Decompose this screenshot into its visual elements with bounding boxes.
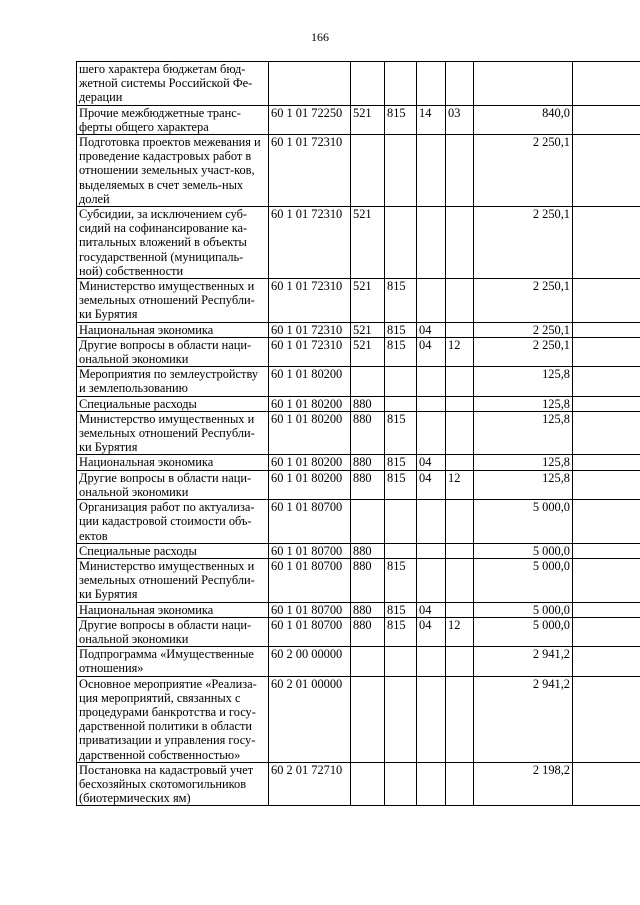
- section-cell: [417, 135, 446, 207]
- ministry-code-cell: [385, 543, 417, 558]
- expense-type-cell: [351, 500, 385, 544]
- empty-cell: [573, 676, 640, 762]
- expense-type-cell: 880: [351, 411, 385, 455]
- amount-cell: 2 250,1: [474, 322, 573, 337]
- expense-type-cell: 880: [351, 470, 385, 499]
- expense-type-cell: [351, 676, 385, 762]
- table-row: [77, 647, 640, 676]
- empty-cell: [573, 455, 640, 470]
- table-row: [77, 500, 640, 544]
- table-row: [77, 396, 640, 411]
- amount-cell: 5 000,0: [474, 558, 573, 602]
- target-article-cell: 60 1 01 72310: [269, 279, 351, 323]
- ministry-code-cell: [385, 647, 417, 676]
- empty-cell: [573, 62, 640, 106]
- table-row: [77, 762, 640, 806]
- subsection-cell: [446, 207, 474, 279]
- empty-cell: [573, 279, 640, 323]
- subsection-cell: [446, 62, 474, 106]
- expense-type-cell: 521: [351, 105, 385, 134]
- ministry-code-cell: [385, 135, 417, 207]
- target-article-cell: 60 1 01 72250: [269, 105, 351, 134]
- target-article-cell: 60 1 01 80700: [269, 617, 351, 646]
- target-article-cell: 60 1 01 80700: [269, 500, 351, 544]
- expense-type-cell: 521: [351, 207, 385, 279]
- target-article-cell: 60 1 01 72310: [269, 135, 351, 207]
- ministry-code-cell: [385, 207, 417, 279]
- target-article-cell: 60 1 01 80200: [269, 455, 351, 470]
- subsection-cell: [446, 396, 474, 411]
- table-row: [77, 337, 640, 366]
- amount-cell: 2 941,2: [474, 647, 573, 676]
- section-cell: [417, 279, 446, 323]
- section-cell: 04: [417, 470, 446, 499]
- expense-name-cell: Подготовка проектов межевания и проведение кадастровых работ в отношении земельных участ-ков, выделяемых в счет земель-ных долей: [77, 135, 269, 207]
- empty-cell: [573, 617, 640, 646]
- expense-type-cell: 880: [351, 455, 385, 470]
- ministry-code-cell: 815: [385, 322, 417, 337]
- expense-name-cell: Министерство имущественных и земельных отношений Республи-ки Бурятия: [77, 558, 269, 602]
- ministry-code-cell: 815: [385, 617, 417, 646]
- subsection-cell: 12: [446, 617, 474, 646]
- subsection-cell: [446, 367, 474, 396]
- expense-type-cell: 880: [351, 602, 385, 617]
- expense-name-cell: Специальные расходы: [77, 543, 269, 558]
- target-article-cell: 60 2 00 00000: [269, 647, 351, 676]
- subsection-cell: [446, 558, 474, 602]
- amount-cell: 5 000,0: [474, 500, 573, 544]
- section-cell: 14: [417, 105, 446, 134]
- expense-name-cell: Специальные расходы: [77, 396, 269, 411]
- empty-cell: [573, 602, 640, 617]
- amount-cell: 125,8: [474, 411, 573, 455]
- amount-cell: 5 000,0: [474, 602, 573, 617]
- empty-cell: [573, 470, 640, 499]
- table-row: [77, 279, 640, 323]
- amount-cell: 2 250,1: [474, 279, 573, 323]
- subsection-cell: [446, 135, 474, 207]
- section-cell: [417, 762, 446, 806]
- ministry-code-cell: 815: [385, 558, 417, 602]
- subsection-cell: [446, 500, 474, 544]
- ministry-code-cell: 815: [385, 470, 417, 499]
- expense-type-cell: 521: [351, 279, 385, 323]
- expense-name-cell: Постановка на кадастровый учет бесхозяйных скотомогильников (биотермических ям): [77, 762, 269, 806]
- empty-cell: [573, 337, 640, 366]
- section-cell: [417, 207, 446, 279]
- expense-type-cell: 880: [351, 543, 385, 558]
- target-article-cell: 60 2 01 72710: [269, 762, 351, 806]
- expense-name-cell: Другие вопросы в области наци-ональной экономики: [77, 617, 269, 646]
- table-row: [77, 207, 640, 279]
- subsection-cell: [446, 455, 474, 470]
- amount-cell: 2 941,2: [474, 676, 573, 762]
- subsection-cell: [446, 543, 474, 558]
- expense-type-cell: [351, 62, 385, 106]
- target-article-cell: 60 2 01 00000: [269, 676, 351, 762]
- section-cell: [417, 500, 446, 544]
- ministry-code-cell: 815: [385, 602, 417, 617]
- section-cell: 04: [417, 602, 446, 617]
- subsection-cell: 12: [446, 470, 474, 499]
- ministry-code-cell: 815: [385, 279, 417, 323]
- section-cell: [417, 543, 446, 558]
- empty-cell: [573, 135, 640, 207]
- section-cell: [417, 62, 446, 106]
- expense-name-cell: Национальная экономика: [77, 602, 269, 617]
- expense-name-cell: Мероприятия по землеустройству и землепользованию: [77, 367, 269, 396]
- ministry-code-cell: [385, 396, 417, 411]
- section-cell: 04: [417, 337, 446, 366]
- expense-name-cell: Министерство имущественных и земельных отношений Республи-ки Бурятия: [77, 411, 269, 455]
- expense-name-cell: Другие вопросы в области наци-ональной экономики: [77, 337, 269, 366]
- expense-type-cell: 880: [351, 617, 385, 646]
- amount-cell: 5 000,0: [474, 543, 573, 558]
- table-row: [77, 470, 640, 499]
- expense-name-cell: Организация работ по актуализа-ции кадастровой стоимости объ-ектов: [77, 500, 269, 544]
- expense-type-cell: 521: [351, 322, 385, 337]
- target-article-cell: 60 1 01 80700: [269, 558, 351, 602]
- expense-type-cell: [351, 135, 385, 207]
- expense-name-cell: шего характера бюджетам бюд-жетной системы Российской Фе-дерации: [77, 62, 269, 106]
- expense-name-cell: Национальная экономика: [77, 322, 269, 337]
- table-row: [77, 367, 640, 396]
- table-row: [77, 135, 640, 207]
- target-article-cell: 60 1 01 80200: [269, 396, 351, 411]
- target-article-cell: 60 1 01 80700: [269, 543, 351, 558]
- target-article-cell: 60 1 01 72310: [269, 337, 351, 366]
- subsection-cell: [446, 647, 474, 676]
- expense-name-cell: Субсидии, за исключением суб-сидий на софинансирование ка-питальных вложений в объекты государственной (муниципаль-ной) собственности: [77, 207, 269, 279]
- ministry-code-cell: [385, 367, 417, 396]
- section-cell: [417, 367, 446, 396]
- ministry-code-cell: [385, 500, 417, 544]
- page-number: 166: [311, 30, 329, 44]
- empty-cell: [573, 558, 640, 602]
- table-row: [77, 411, 640, 455]
- table-row: [77, 543, 640, 558]
- amount-cell: [474, 62, 573, 106]
- expense-name-cell: Министерство имущественных и земельных отношений Республи-ки Бурятия: [77, 279, 269, 323]
- expense-name-cell: Другие вопросы в области наци-ональной экономики: [77, 470, 269, 499]
- table-row: [77, 455, 640, 470]
- target-article-cell: 60 1 01 80200: [269, 367, 351, 396]
- expense-name-cell: Основное мероприятие «Реализа-ция мероприятий, связанных с процедурами банкротства и госу-дарственной политики в области приватизации и управления госу-дарственной собственностью»: [77, 676, 269, 762]
- ministry-code-cell: [385, 762, 417, 806]
- empty-cell: [573, 762, 640, 806]
- empty-cell: [573, 105, 640, 134]
- amount-cell: 2 250,1: [474, 337, 573, 366]
- amount-cell: 2 198,2: [474, 762, 573, 806]
- ministry-code-cell: 815: [385, 455, 417, 470]
- table-row: [77, 676, 640, 762]
- amount-cell: 2 250,1: [474, 207, 573, 279]
- subsection-cell: [446, 322, 474, 337]
- ministry-code-cell: 815: [385, 411, 417, 455]
- expense-type-cell: 521: [351, 337, 385, 366]
- expense-name-cell: Прочие межбюджетные транс-ферты общего характера: [77, 105, 269, 134]
- amount-cell: 125,8: [474, 455, 573, 470]
- subsection-cell: 03: [446, 105, 474, 134]
- ministry-code-cell: 815: [385, 105, 417, 134]
- section-cell: 04: [417, 617, 446, 646]
- empty-cell: [573, 543, 640, 558]
- subsection-cell: [446, 676, 474, 762]
- section-cell: [417, 558, 446, 602]
- table-row: [77, 602, 640, 617]
- ministry-code-cell: [385, 62, 417, 106]
- subsection-cell: [446, 279, 474, 323]
- ministry-code-cell: 815: [385, 337, 417, 366]
- subsection-cell: 12: [446, 337, 474, 366]
- section-cell: 04: [417, 455, 446, 470]
- amount-cell: 2 250,1: [474, 135, 573, 207]
- empty-cell: [573, 411, 640, 455]
- section-cell: 04: [417, 322, 446, 337]
- target-article-cell: 60 1 01 80200: [269, 470, 351, 499]
- table-row: [77, 322, 640, 337]
- table-row: [77, 62, 640, 106]
- expense-type-cell: [351, 647, 385, 676]
- empty-cell: [573, 207, 640, 279]
- expense-type-cell: [351, 367, 385, 396]
- expense-type-cell: [351, 762, 385, 806]
- target-article-cell: 60 1 01 72310: [269, 207, 351, 279]
- amount-cell: 125,8: [474, 396, 573, 411]
- subsection-cell: [446, 762, 474, 806]
- target-article-cell: 60 1 01 80700: [269, 602, 351, 617]
- table-row: [77, 105, 640, 134]
- table-row: [77, 617, 640, 646]
- ministry-code-cell: [385, 676, 417, 762]
- expense-type-cell: 880: [351, 558, 385, 602]
- empty-cell: [573, 396, 640, 411]
- target-article-cell: 60 1 01 72310: [269, 322, 351, 337]
- amount-cell: 5 000,0: [474, 617, 573, 646]
- expense-name-cell: Подпрограмма «Имущественные отношения»: [77, 647, 269, 676]
- section-cell: [417, 396, 446, 411]
- target-article-cell: [269, 62, 351, 106]
- subsection-cell: [446, 602, 474, 617]
- empty-cell: [573, 647, 640, 676]
- empty-cell: [573, 500, 640, 544]
- section-cell: [417, 676, 446, 762]
- subsection-cell: [446, 411, 474, 455]
- section-cell: [417, 647, 446, 676]
- expense-name-cell: Национальная экономика: [77, 455, 269, 470]
- amount-cell: 840,0: [474, 105, 573, 134]
- expense-type-cell: 880: [351, 396, 385, 411]
- amount-cell: 125,8: [474, 470, 573, 499]
- empty-cell: [573, 322, 640, 337]
- budget-table: [76, 61, 640, 806]
- empty-cell: [573, 367, 640, 396]
- target-article-cell: 60 1 01 80200: [269, 411, 351, 455]
- table-row: [77, 558, 640, 602]
- section-cell: [417, 411, 446, 455]
- amount-cell: 125,8: [474, 367, 573, 396]
